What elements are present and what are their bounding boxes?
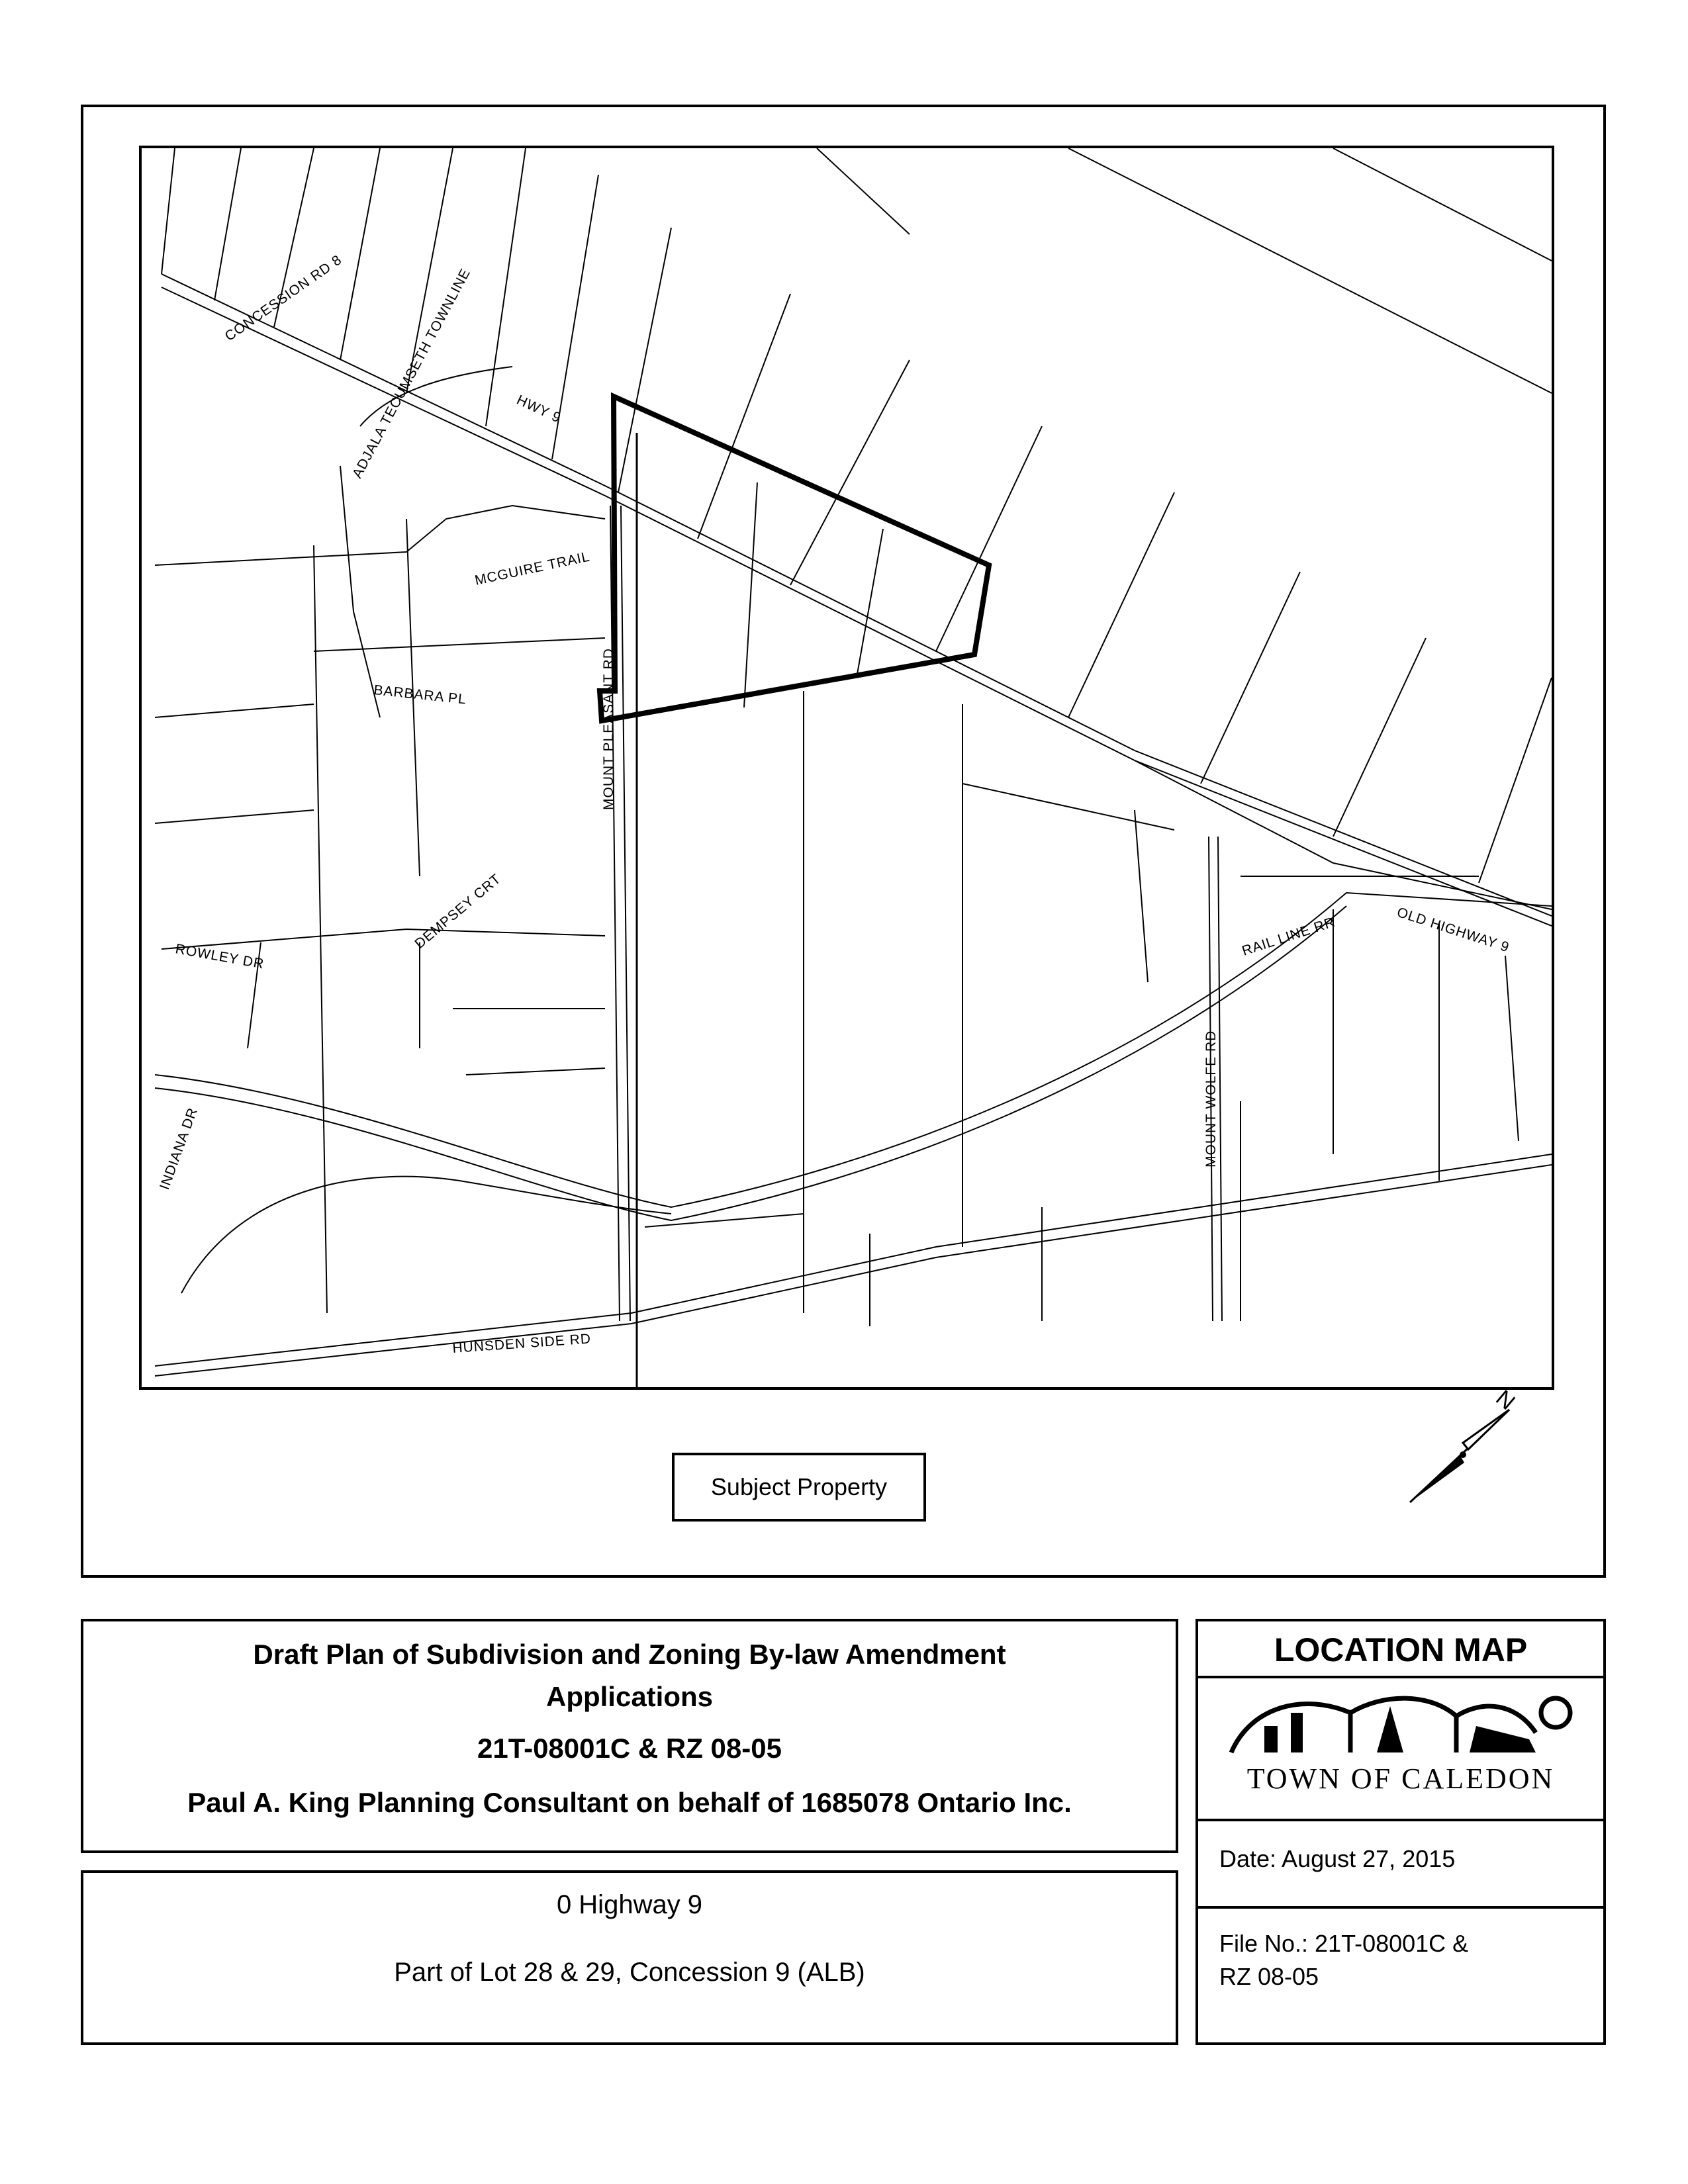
road-label-rail-line-rr: RAIL LINE RR <box>1240 914 1337 959</box>
road-label-dempsey-crt: DEMPSEY CRT <box>412 871 504 952</box>
road-label-townline: ADJALA TECUMSETH TOWNLINE <box>350 265 474 481</box>
file-number-label <box>1219 1927 1590 1993</box>
road-label-old-highway-9: OLD HIGHWAY 9 <box>1395 904 1512 956</box>
application-title-line-1: Draft Plan of Subdivision and Zoning By-law Amendment <box>253 1639 1006 1670</box>
road-label-mcguire-trail: MCGUIRE TRAIL <box>473 549 592 588</box>
address-block <box>81 1870 1178 2045</box>
file-number-line-1: File No.: 21T-08001C & <box>1219 1930 1469 1957</box>
north-arrow-icon <box>1397 1383 1529 1516</box>
location-map-heading: LOCATION MAP <box>1274 1631 1528 1668</box>
applicant: Paul A. King Planning Consultant on behalf of 1685078 Ontario Inc. <box>187 1787 1072 1818</box>
road-label-barbara-pl: BARBARA PL <box>373 682 467 707</box>
road-label-concession-rd-8: CONCESSION RD 8 <box>222 251 345 345</box>
map-date: Date: August 27, 2015 <box>1219 1845 1456 1872</box>
subject-property-parcel <box>600 396 989 721</box>
divider <box>1198 1906 1603 1909</box>
application-title-line-2: Applications <box>545 1681 714 1712</box>
subject-property-label: Subject Property <box>710 1473 888 1500</box>
town-name: TOWN OF CALEDON <box>1246 1762 1555 1795</box>
road-label-rowley-dr: ROWLEY DR <box>174 941 265 972</box>
road-label-hwy-9: HWY 9 <box>514 392 564 426</box>
north-label: N <box>1491 1385 1520 1416</box>
location-map[interactable] <box>142 148 1552 1387</box>
property-address: 0 Highway 9 <box>556 1890 703 1919</box>
legal-description: Part of Lot 28 & 29, Concession 9 (ALB) <box>394 1958 865 1987</box>
road-label-indiana-dr: INDIANA DR <box>157 1105 201 1192</box>
road-label-hunsden-side-rd: HUNSDEN SIDE RD <box>451 1331 592 1356</box>
location-map-block <box>1196 1619 1606 2045</box>
subject-property-callout <box>672 1453 926 1522</box>
divider <box>1198 1819 1603 1821</box>
road-label-mount-pleasant-rd: MOUNT PLEASANT RD <box>601 648 616 810</box>
file-number-line-2: RZ 08-05 <box>1219 1963 1319 1990</box>
town-of-caledon-logo-icon <box>1225 1686 1582 1759</box>
divider <box>1198 1676 1603 1678</box>
file-numbers: 21T-08001C & RZ 08-05 <box>477 1733 782 1764</box>
road-label-mount-wolfe-rd: MOUNT WOLFE RD <box>1203 1030 1219 1167</box>
title-block <box>81 1619 1178 1853</box>
